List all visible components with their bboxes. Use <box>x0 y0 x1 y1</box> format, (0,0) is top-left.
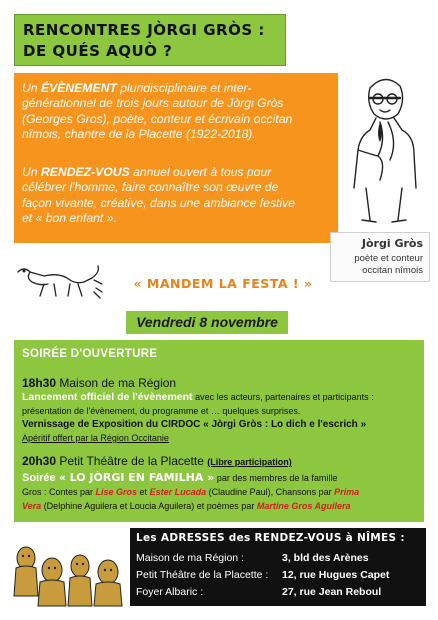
performer-martine-gros-aguilera: Martine Gros Aguilera <box>256 501 351 511</box>
intro-p2-line3: façon vivante, créative, dans une ambiance festive <box>22 195 296 210</box>
event-2-header <box>22 456 292 468</box>
addresses-heading: Les ADRESSES des RENDEZ-VOUS à NÎMES : <box>136 532 405 544</box>
event-1-time: 18h30 <box>22 376 57 390</box>
address-place: Maison de ma Région : <box>136 552 244 564</box>
event-1-place: Maison de ma Région <box>56 376 177 390</box>
portrait-sketch-icon <box>340 70 430 230</box>
event-1-launch: Lancement officiel de l'évènement <box>22 391 193 403</box>
intro-p2-lead: Un <box>22 165 41 179</box>
caption-name: Jòrgi Gròs <box>361 237 423 250</box>
event-1-line-1 <box>22 392 374 403</box>
event-2-l2c: (Claudine Paul), Chansons par <box>206 487 335 497</box>
event-1-vernissage: Vernissage de Exposition du CIRDOC « Jòrgi Gròs : Lo dich e l'escrich » <box>22 419 367 430</box>
intro-p1-line4: nîmois, chantre de la Placette (1922-2018). <box>22 126 256 141</box>
intro-p1-lead: Un <box>22 81 41 95</box>
title-line-1: RENCONTRES JÒRGI GRÒS : <box>23 21 265 39</box>
performer-prima: Prima <box>334 487 360 497</box>
address-street: 12, rue Hugues Capet <box>282 569 390 581</box>
event-2-place: Petit Théâtre de la Placette <box>56 454 208 468</box>
intro-p1-line2: générationnel de trois jours autour de Jòrgi Gròs <box>22 96 284 111</box>
event-2-line-3 <box>22 501 351 512</box>
dog-drawing-icon <box>14 262 106 302</box>
intro-p2-line4: et « bon enfant ». <box>22 210 117 225</box>
performer-vera: Vera <box>22 501 42 511</box>
intro-box <box>14 73 338 243</box>
title-box <box>14 14 286 66</box>
event-2-line-1 <box>22 472 337 484</box>
event-2-l2b: et <box>137 487 150 497</box>
intro-p1-line1: pluridisciplinaire et inter- <box>116 81 252 95</box>
schedule-heading: SOIRÉE D'OUVERTURE <box>22 348 158 360</box>
intro-paragraph-1 <box>22 81 334 142</box>
event-1-header <box>22 378 176 390</box>
intro-p1-line3: (Georges Gros), poète, conteur et écrivain occitan <box>22 111 293 126</box>
event-1-launch-rest: avec les acteurs, partenaires et participants : <box>192 392 374 402</box>
event-2-title: « LO JÒRGI EN FAMILHA » <box>58 471 215 484</box>
event-2-l3a: (Delphine Aguilera et Loucia Aguilera) et poèmes par <box>41 501 257 511</box>
event-2-free: (Libre participation) <box>207 457 292 467</box>
event-2-line-2 <box>22 487 359 498</box>
intro-paragraph-2 <box>22 165 334 226</box>
address-place: Foyer Albaric : <box>136 586 204 598</box>
address-place: Petit Théâtre de la Placette : <box>136 569 269 581</box>
performer-lise-gros: Lise Gros <box>95 487 138 497</box>
intro-p2-line2: célébrer l'homme, faire connaître son œuvre de <box>22 180 279 195</box>
event-1-aperitif: Apéritif offert par la Région Occitanie <box>22 433 169 443</box>
caption-role-2: occitan nîmois <box>362 265 423 276</box>
intro-p2-emphasis: RENDEZ-VOUS <box>40 165 130 179</box>
group-drawing-icon <box>12 536 128 608</box>
address-street: 3, bld des Arènes <box>282 552 369 564</box>
event-1-line-2: présentation de l'évènement, du programme et … quelques surprises. <box>22 406 301 416</box>
addresses-box <box>130 528 426 606</box>
day-header: Vendredi 8 novembre <box>126 311 288 334</box>
slogan: « MANDEM LA FESTA ! » <box>133 276 313 291</box>
event-2-line1-rest: par des membres de la famille <box>214 473 338 483</box>
caption-role-1: poète et conteur <box>354 253 423 264</box>
intro-p1-emphasis: ÉVÈNEMENT <box>40 81 117 95</box>
event-2-l2a: Gros : Contes par <box>22 487 96 497</box>
event-2-time: 20h30 <box>22 454 57 468</box>
schedule-box <box>14 340 424 522</box>
title-line-2: DE QUÉS AQUÒ ? <box>23 42 173 60</box>
portrait-caption <box>330 232 430 282</box>
address-street: 27, rue Jean Reboul <box>282 586 382 598</box>
intro-p2-line1: annuel ouvert à tous pour <box>129 165 272 179</box>
event-2-soiree: Soirée <box>22 472 59 484</box>
performer-ester-lucada: Ester Lucada <box>149 487 207 497</box>
